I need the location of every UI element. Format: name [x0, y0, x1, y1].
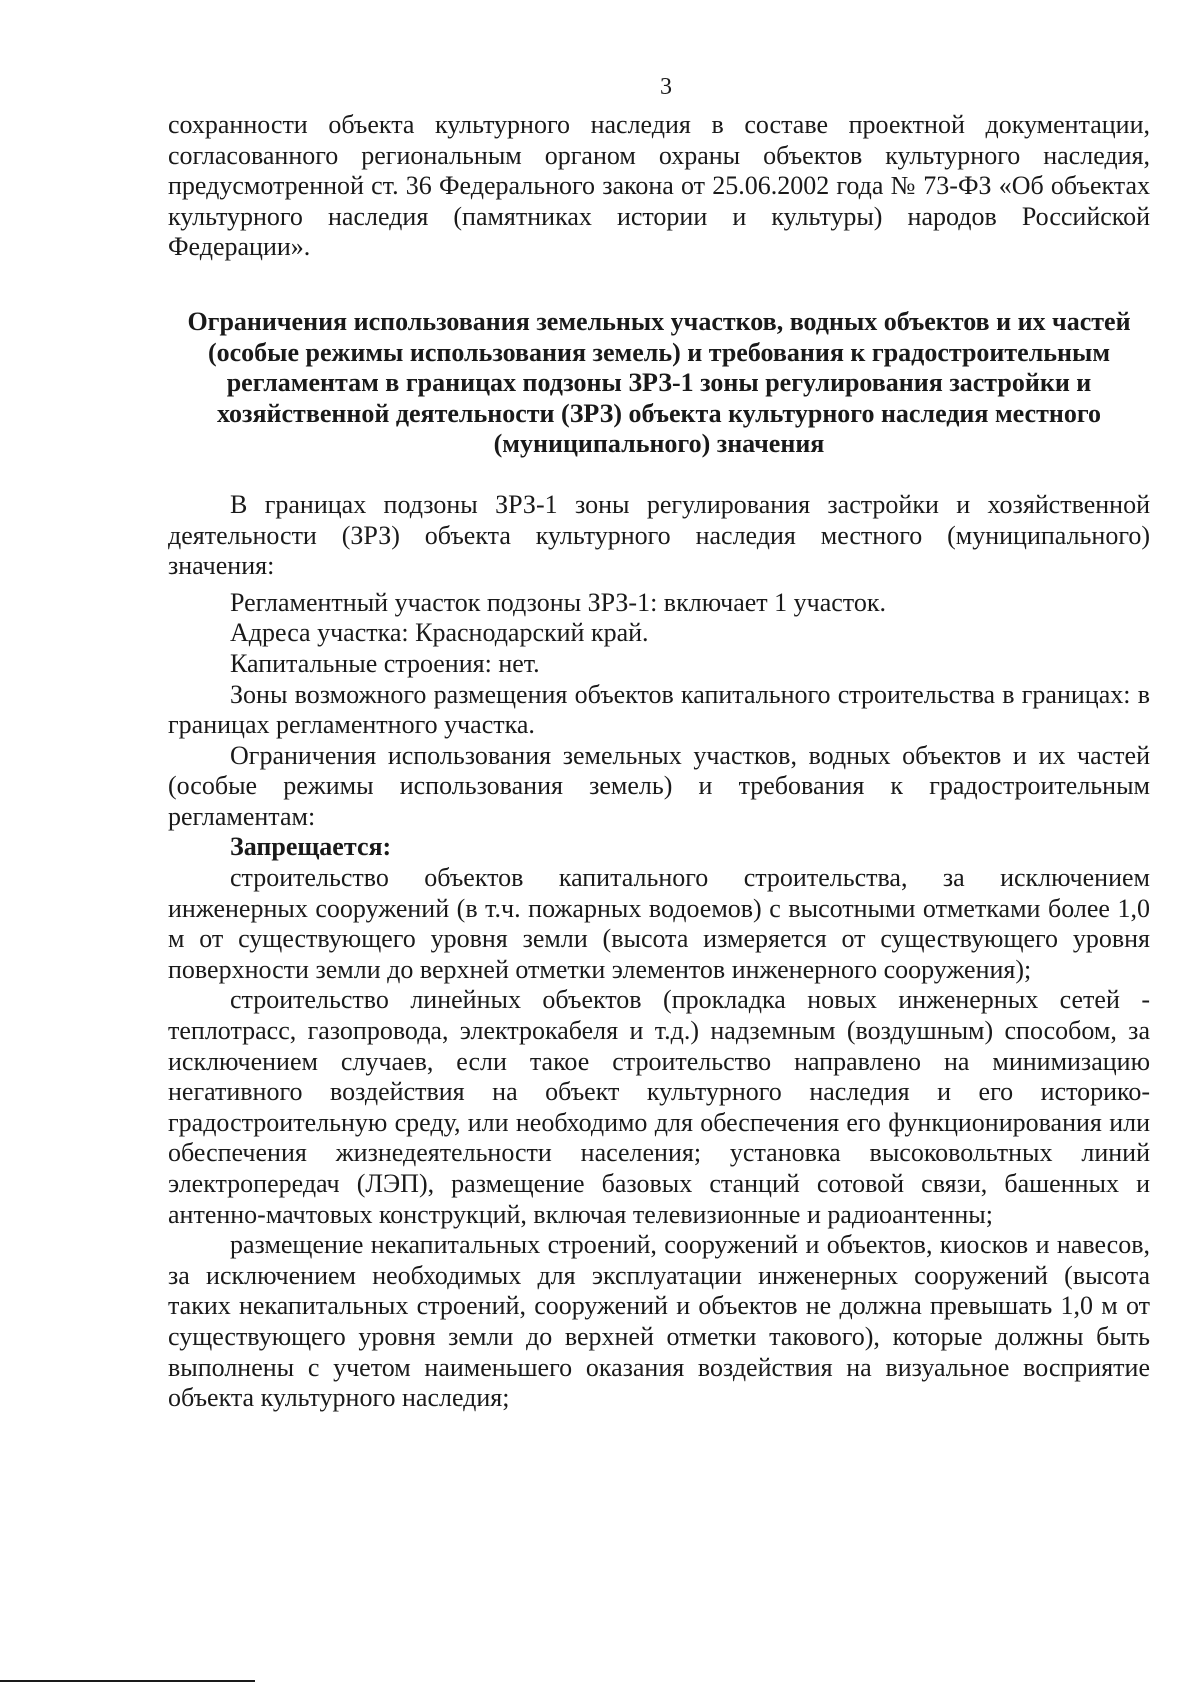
restrictions-paragraph: Ограничения использования земельных участков, водных объектов и их частей (особые режимы использования земель) и требования к градостроительным регламентам: [168, 740, 1150, 831]
page-number: 3 [660, 74, 672, 100]
document-body [168, 110, 1150, 1414]
site-paragraph: Регламентный участок подзоны ЗРЗ-1: включает 1 участок. [230, 587, 886, 617]
address-paragraph: Адреса участка: Краснодарский край. [230, 618, 649, 648]
forbidden-title: Запрещается: [230, 832, 392, 862]
continuation-paragraph: сохранности объекта культурного наследия в составе проектной документации, согласованного региональным органом охраны объектов культурного наследия, предусмотренной ст. 36 Федерального закона от 25.06.2002 года № 73-ФЗ «Об объектах культурного наследия (памятниках истории и культуры) народов Российской Федерации». [168, 110, 1150, 262]
section-heading: Ограничения использования земельных участков, водных объектов и их частей (особые режимы использования земель) и требования к градостроительным регламентам в границах подзоны ЗРЗ-1 зоны регулирования застройки и хозяйственной деятельности (ЗРЗ) объекта культурного наследия местного (муниципального) значения [187, 306, 1131, 459]
intro-paragraph: В границах подзоны ЗРЗ-1 зоны регулирования застройки и хозяйственной деятельности (ЗРЗ) объекта культурного наследия местного (муниципального) значения: [168, 489, 1150, 581]
zones-paragraph: Зоны возможного размещения объектов капитального строительства в границах: в границах регламентного участка. [168, 679, 1150, 740]
forbidden-item-1: строительство объектов капитального строительства, за исключением инженерных сооружений (в т.ч. пожарных водоемов) с высотными отметками более 1,0 м от существующего уровня земли (высота измеряется от существующего уровня поверхности земли до верхней отметки элементов инженерного сооружения); [168, 863, 1150, 984]
forbidden-item-3: размещение некапитальных строений, сооружений и объектов, киосков и навесов, за исключением необходимых для эксплуатации инженерных сооружений (высота таких некапитальных строений, сооружений и объектов не должна превышать 1,0 м от существующего уровня земли до верхней отметки такового), которые должны быть выполнены с учетом наименьшего оказания воздействия на визуальное восприятие объекта культурного наследия; [168, 1230, 1150, 1413]
footnote-separator [0, 1680, 255, 1682]
buildings-paragraph: Капитальные строения: нет. [230, 648, 540, 678]
forbidden-item-2: строительство линейных объектов (прокладка новых инженерных сетей - теплотрасс, газопровода, электрокабеля и т.д.) надземным (воздушным) способом, за исключением случаев, если такое строительство направлено на минимизацию негативного воздействия на объект культурного наследия и его историко-градостроительную среду, или необходимо для обеспечения его функционирования или обеспечения жизнедеятельности населения; установка высоковольтных линий электропередач (ЛЭП), размещение базовых станций сотовой связи, башенных и антенно-мачтовых конструкций, включая телевизионные и радиоантенны; [168, 985, 1150, 1229]
